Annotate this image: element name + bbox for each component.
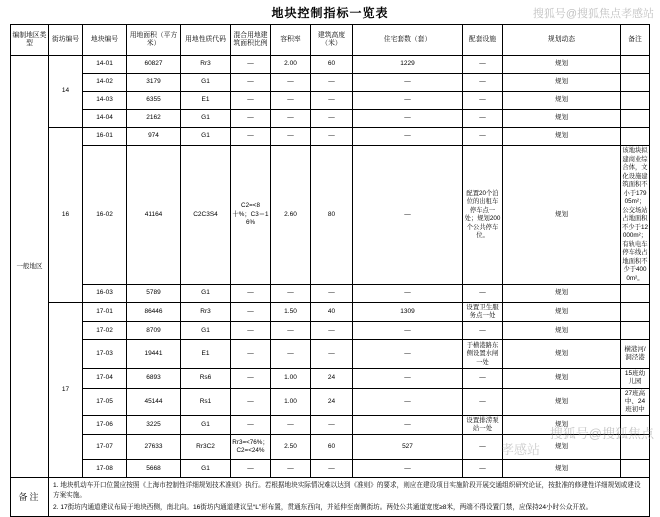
cell-height: — <box>311 460 353 478</box>
cell-units: — <box>353 322 463 340</box>
header-remark: 备注 <box>621 25 650 56</box>
cell-remark <box>621 74 650 92</box>
cell-units: 1229 <box>353 56 463 74</box>
header-height: 建筑高度（米） <box>311 25 353 56</box>
cell-facility: — <box>463 128 503 146</box>
cell-status: 规划 <box>503 435 621 460</box>
cell-land-area: 3225 <box>127 415 181 434</box>
cell-land-use: C2C3S4 <box>181 146 231 285</box>
cell-height: 60 <box>311 435 353 460</box>
cell-units: — <box>353 285 463 303</box>
table-row <box>11 415 650 434</box>
cell-plot-no: 14-01 <box>83 56 127 74</box>
header-street-no: 街坊编号 <box>49 25 83 56</box>
cell-far: — <box>271 340 311 369</box>
cell-status: 规划 <box>503 74 621 92</box>
cell-plot-no: 17-08 <box>83 460 127 478</box>
cell-units: — <box>353 92 463 110</box>
cell-plot-no: 17-05 <box>83 388 127 415</box>
cell-height: — <box>311 74 353 92</box>
cell-far: — <box>271 92 311 110</box>
cell-far: — <box>271 285 311 303</box>
cell-far: — <box>271 110 311 128</box>
cell-far: — <box>271 74 311 92</box>
cell-far: 1.00 <box>271 369 311 388</box>
table-row <box>11 110 650 128</box>
cell-land-area: 27633 <box>127 435 181 460</box>
cell-units: — <box>353 415 463 434</box>
table-row <box>11 460 650 478</box>
cell-remark: 27班高中、24班初中 <box>621 388 650 415</box>
cell-height: — <box>311 415 353 434</box>
note-item: 1. 地块机动车开口位置应按照《上海市控制性详细规划技术准则》执行。若根据地块实际情况难以达到《准则》的要求，则应在建设项目实施阶段开展交通组织研究论证，按批准的修建性详细规划或建设方案实施。 <box>53 482 641 500</box>
page-title: 地块控制指标一览表 <box>271 6 389 20</box>
cell-land-area: 3179 <box>127 74 181 92</box>
table-row <box>11 128 650 146</box>
cell-mix: — <box>231 322 271 340</box>
watermark-bottom-center: 孝感站 <box>500 442 540 457</box>
cell-street-no: 16 <box>49 128 83 303</box>
notes-body <box>49 478 649 516</box>
cell-units: — <box>353 369 463 388</box>
cell-land-area: 86446 <box>127 303 181 322</box>
cell-facility: — <box>463 435 503 460</box>
cell-status: 规划 <box>503 369 621 388</box>
cell-land-use: G1 <box>181 415 231 434</box>
cell-facility: 配置20个泊位的出租车停车点一处；规划200个公共停车位。 <box>463 146 503 285</box>
cell-land-use: Rr3 <box>181 56 231 74</box>
cell-plot-no: 17-01 <box>83 303 127 322</box>
cell-plot-no: 17-07 <box>83 435 127 460</box>
cell-facility: — <box>463 388 503 415</box>
cell-remark: 横港河/洞泾港 <box>621 340 650 369</box>
cell-far: 1.00 <box>271 388 311 415</box>
cell-status: 规划 <box>503 388 621 415</box>
cell-remark: 该地块拟建商业综合体，文化设施建筑面积不小于17905m²；公交场站占地面积不少于12000m²；有轨电车停车线占地面积不少于4000m²。 <box>621 146 650 285</box>
cell-height: 60 <box>311 56 353 74</box>
cell-facility: 于横港路东侧设置水闸一处 <box>463 340 503 369</box>
cell-land-use: G1 <box>181 110 231 128</box>
cell-land-use: Rs1 <box>181 388 231 415</box>
cell-mix: — <box>231 369 271 388</box>
cell-remark <box>621 460 650 478</box>
cell-land-area: 60827 <box>127 56 181 74</box>
cell-remark <box>621 110 650 128</box>
header-units: 住宅套数（套） <box>353 25 463 56</box>
table-row <box>11 322 650 340</box>
cell-status: 规划 <box>503 322 621 340</box>
cell-land-use: G1 <box>181 74 231 92</box>
cell-land-use: E1 <box>181 92 231 110</box>
cell-plot-no: 16-01 <box>83 128 127 146</box>
cell-far: — <box>271 128 311 146</box>
watermark-bottom-right: 搜狐号@搜狐焦点 <box>549 426 654 441</box>
cell-mix: — <box>231 388 271 415</box>
cell-height: 24 <box>311 369 353 388</box>
cell-units: — <box>353 146 463 285</box>
cell-land-area: 6893 <box>127 369 181 388</box>
cell-height: 40 <box>311 303 353 322</box>
cell-far: — <box>271 460 311 478</box>
cell-land-area: 5668 <box>127 460 181 478</box>
cell-far: — <box>271 415 311 434</box>
cell-mix: — <box>231 92 271 110</box>
cell-mix: Rr3=<76%；C2=<24% <box>231 435 271 460</box>
cell-land-area: 41164 <box>127 146 181 285</box>
table-row <box>11 340 650 369</box>
cell-land-area: 974 <box>127 128 181 146</box>
header-far: 容积率 <box>271 25 311 56</box>
cell-remark <box>621 56 650 74</box>
watermark-top: 搜狐号@搜狐焦点孝感站 <box>532 8 654 20</box>
header-land-area: 用地面积（平方米） <box>127 25 181 56</box>
table-row <box>11 146 650 285</box>
cell-plot-no: 17-03 <box>83 340 127 369</box>
cell-facility: 设置排涝泵站一处 <box>463 415 503 434</box>
notes-label: 备注 <box>11 478 49 516</box>
cell-units: — <box>353 460 463 478</box>
cell-mix: — <box>231 340 271 369</box>
cell-street-no: 17 <box>49 303 83 478</box>
table-row <box>11 388 650 415</box>
table-header-row <box>11 25 650 56</box>
cell-street-no: 14 <box>49 56 83 128</box>
cell-far: 2.60 <box>271 146 311 285</box>
table-row <box>11 303 650 322</box>
cell-status: 规划 <box>503 56 621 74</box>
cell-land-area: 5789 <box>127 285 181 303</box>
cell-far: 2.00 <box>271 56 311 74</box>
table-row <box>11 369 650 388</box>
cell-status: 规划 <box>503 415 621 434</box>
cell-remark <box>621 128 650 146</box>
cell-height: — <box>311 322 353 340</box>
cell-status: 规划 <box>503 92 621 110</box>
cell-land-use: Rr3 <box>181 303 231 322</box>
cell-facility: — <box>463 285 503 303</box>
cell-land-use: Rs6 <box>181 369 231 388</box>
cell-status: 规划 <box>503 128 621 146</box>
cell-height: — <box>311 285 353 303</box>
cell-land-use: G1 <box>181 322 231 340</box>
cell-plot-no: 14-04 <box>83 110 127 128</box>
cell-land-use: G1 <box>181 460 231 478</box>
cell-height: — <box>311 92 353 110</box>
cell-land-area: 19441 <box>127 340 181 369</box>
cell-height: — <box>311 128 353 146</box>
table-row <box>11 92 650 110</box>
table-row <box>11 56 650 74</box>
cell-facility: — <box>463 460 503 478</box>
header-land-use-code: 用地性质代码 <box>181 25 231 56</box>
cell-height: — <box>311 340 353 369</box>
cell-mix: — <box>231 128 271 146</box>
cell-land-area: 8709 <box>127 322 181 340</box>
cell-remark: 15班幼儿园 <box>621 369 650 388</box>
cell-mix: — <box>231 56 271 74</box>
note-item: 2. 17街坊内通道建议布局于地块西侧，南北向。16街坊内通道建议呈“L”形布置，贯通东西向，并延伸至南侧街坊。两处公共通道宽度≥8米，两端不得设置门禁，应保持24小时公众开放。 <box>53 503 593 511</box>
cell-height: 24 <box>311 388 353 415</box>
cell-mix: — <box>231 415 271 434</box>
cell-units: 1309 <box>353 303 463 322</box>
cell-mix: — <box>231 460 271 478</box>
cell-facility: — <box>463 110 503 128</box>
cell-status: 规划 <box>503 285 621 303</box>
cell-land-area: 2162 <box>127 110 181 128</box>
cell-plot-no: 14-02 <box>83 74 127 92</box>
cell-mix: — <box>231 110 271 128</box>
cell-height: 80 <box>311 146 353 285</box>
table-row <box>11 435 650 460</box>
cell-plot-no: 17-04 <box>83 369 127 388</box>
cell-land-area: 45144 <box>127 388 181 415</box>
cell-plot-no: 16-02 <box>83 146 127 285</box>
cell-plot-no: 17-06 <box>83 415 127 434</box>
cell-far: 2.50 <box>271 435 311 460</box>
cell-mix: — <box>231 285 271 303</box>
header-facilities: 配套设施 <box>463 25 503 56</box>
cell-area-type: 一般地区 <box>11 56 49 478</box>
cell-facility: — <box>463 322 503 340</box>
cell-status: 规划 <box>503 303 621 322</box>
cell-land-use: G1 <box>181 285 231 303</box>
table-body <box>11 56 650 478</box>
cell-remark <box>621 303 650 322</box>
cell-far: — <box>271 322 311 340</box>
cell-units: — <box>353 110 463 128</box>
cell-status: 规划 <box>503 146 621 285</box>
cell-remark <box>621 322 650 340</box>
cell-plot-no: 14-03 <box>83 92 127 110</box>
cell-mix: — <box>231 74 271 92</box>
cell-units: — <box>353 388 463 415</box>
plot-control-index-table <box>10 24 650 478</box>
cell-land-area: 6355 <box>127 92 181 110</box>
cell-facility: — <box>463 74 503 92</box>
header-mixed-ratio: 混合用地建筑面积比例 <box>231 25 271 56</box>
cell-status: 规划 <box>503 340 621 369</box>
cell-height: — <box>311 110 353 128</box>
cell-far: 1.50 <box>271 303 311 322</box>
cell-facility: — <box>463 92 503 110</box>
cell-units: — <box>353 74 463 92</box>
cell-units: — <box>353 128 463 146</box>
cell-status: 规划 <box>503 460 621 478</box>
header-plot-no: 地块编号 <box>83 25 127 56</box>
cell-facility: — <box>463 369 503 388</box>
cell-land-use: Rr3C2 <box>181 435 231 460</box>
cell-land-use: E1 <box>181 340 231 369</box>
cell-units: 527 <box>353 435 463 460</box>
cell-plot-no: 16-03 <box>83 285 127 303</box>
cell-units: — <box>353 340 463 369</box>
table-row <box>11 74 650 92</box>
cell-facility: — <box>463 56 503 74</box>
cell-remark <box>621 415 650 434</box>
cell-remark <box>621 285 650 303</box>
cell-facility: 设置卫生服务点一处 <box>463 303 503 322</box>
cell-plot-no: 17-02 <box>83 322 127 340</box>
table-row <box>11 285 650 303</box>
cell-status: 规划 <box>503 110 621 128</box>
cell-mix: — <box>231 303 271 322</box>
cell-land-use: G1 <box>181 128 231 146</box>
cell-mix: C2=<8十%；C3＝16% <box>231 146 271 285</box>
header-area-type: 编制地区类型 <box>11 25 49 56</box>
header-status: 规划动态 <box>503 25 621 56</box>
notes-section <box>10 478 650 517</box>
cell-remark <box>621 92 650 110</box>
cell-remark <box>621 435 650 460</box>
